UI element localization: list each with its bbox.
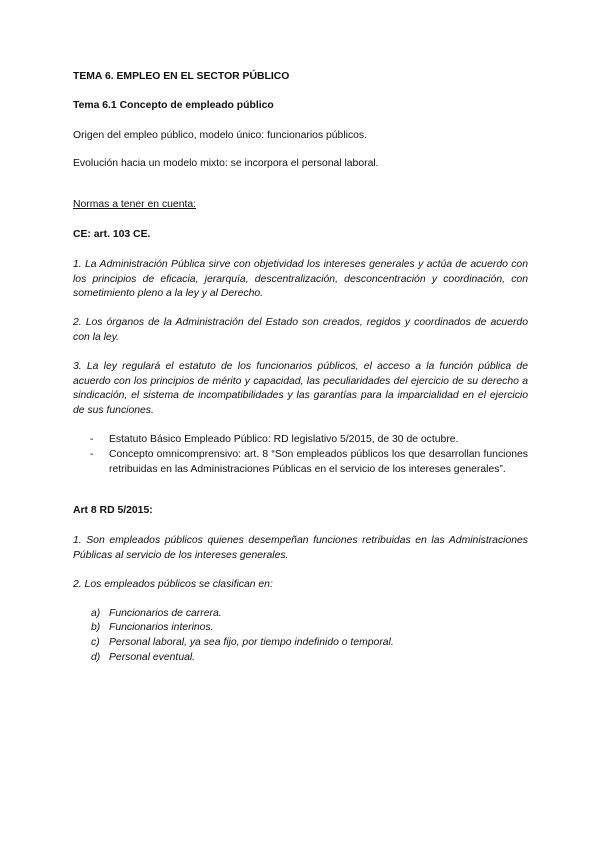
list-item <box>73 607 528 622</box>
art8-paragraph: 2. Los empleados públicos se clasifican en: <box>73 578 273 590</box>
ce-heading: CE: art. 103 CE. <box>73 228 151 240</box>
document-body <box>73 70 528 666</box>
ce-paragraph: 3. La ley regulará el estatuto de los funcionarios públicos, el acceso a la función pública de acuerdo con los principios de mérito y capacidad, las peculiaridades del ejercicio de su derecho a sindicación, el sistema de incompatibilidades y las garantías para la imparcialidad en el ejercicio de sus funciones. <box>73 360 528 417</box>
list-item-text: Concepto omnicomprensivo: art. 8 “Son empleados públicos los que desarrollan funciones retribuidas en las Administraciones Públicas en el servicio de los intereses generales”. <box>109 448 528 475</box>
document-title: TEMA 6. EMPLEO EN EL SECTOR PÚBLICO <box>73 71 290 82</box>
ce-paragraph: 1. La Administración Pública sirve con objetividad los intereses generales y actúa de acuerdo con los principios de eficacia, jerarquía, descentralización, desconcentración y coordinación, con sometimiento pleno a la ley y al Derecho. <box>73 258 528 300</box>
list-item <box>73 448 528 478</box>
normas-heading: Normas a tener en cuenta: <box>73 199 197 211</box>
intro-paragraph: Evolución hacia un modelo mixto: se incorpora el personal laboral. <box>73 158 379 170</box>
clasificacion-list <box>73 607 528 666</box>
letter-marker: c) <box>91 637 100 649</box>
list-item-text: Funcionarios de carrera. <box>109 607 222 619</box>
letter-marker: d) <box>91 651 101 663</box>
intro-paragraph: Origen del empleo público, modelo único: funcionarios públicos. <box>73 129 367 141</box>
spacer <box>73 186 528 198</box>
spacer <box>73 492 528 504</box>
list-item-text: Personal laboral, ya sea fijo, por tiempo indefinido o temporal. <box>109 637 394 649</box>
list-item <box>73 621 528 636</box>
list-item-text: Funcionarios interinos. <box>109 622 214 634</box>
art8-heading: Art 8 RD 5/2015: <box>73 505 153 517</box>
ce-bullet-list <box>73 433 528 477</box>
list-item-text: Personal eventual. <box>109 651 196 663</box>
letter-marker: a) <box>91 607 101 619</box>
letter-marker: b) <box>91 622 101 634</box>
art8-paragraph: 1. Son empleados públicos quienes desempeñan funciones retribuidas en las Administraciones Públicas al servicio de los intereses generales. <box>73 535 528 561</box>
list-item <box>73 433 528 448</box>
dash-marker: - <box>90 433 94 445</box>
section-title: Tema 6.1 Concepto de empleado público <box>73 99 274 111</box>
ce-paragraph: 2. Los órganos de la Administración del Estado son creados, regidos y coordinados de acuerdo con la ley. <box>73 317 528 343</box>
list-item <box>73 636 528 651</box>
list-item <box>73 651 528 666</box>
dash-marker: - <box>90 448 94 460</box>
list-item-text: Estatuto Básico Empleado Público: RD legislativo 5/2015, de 30 de octubre. <box>109 433 459 445</box>
